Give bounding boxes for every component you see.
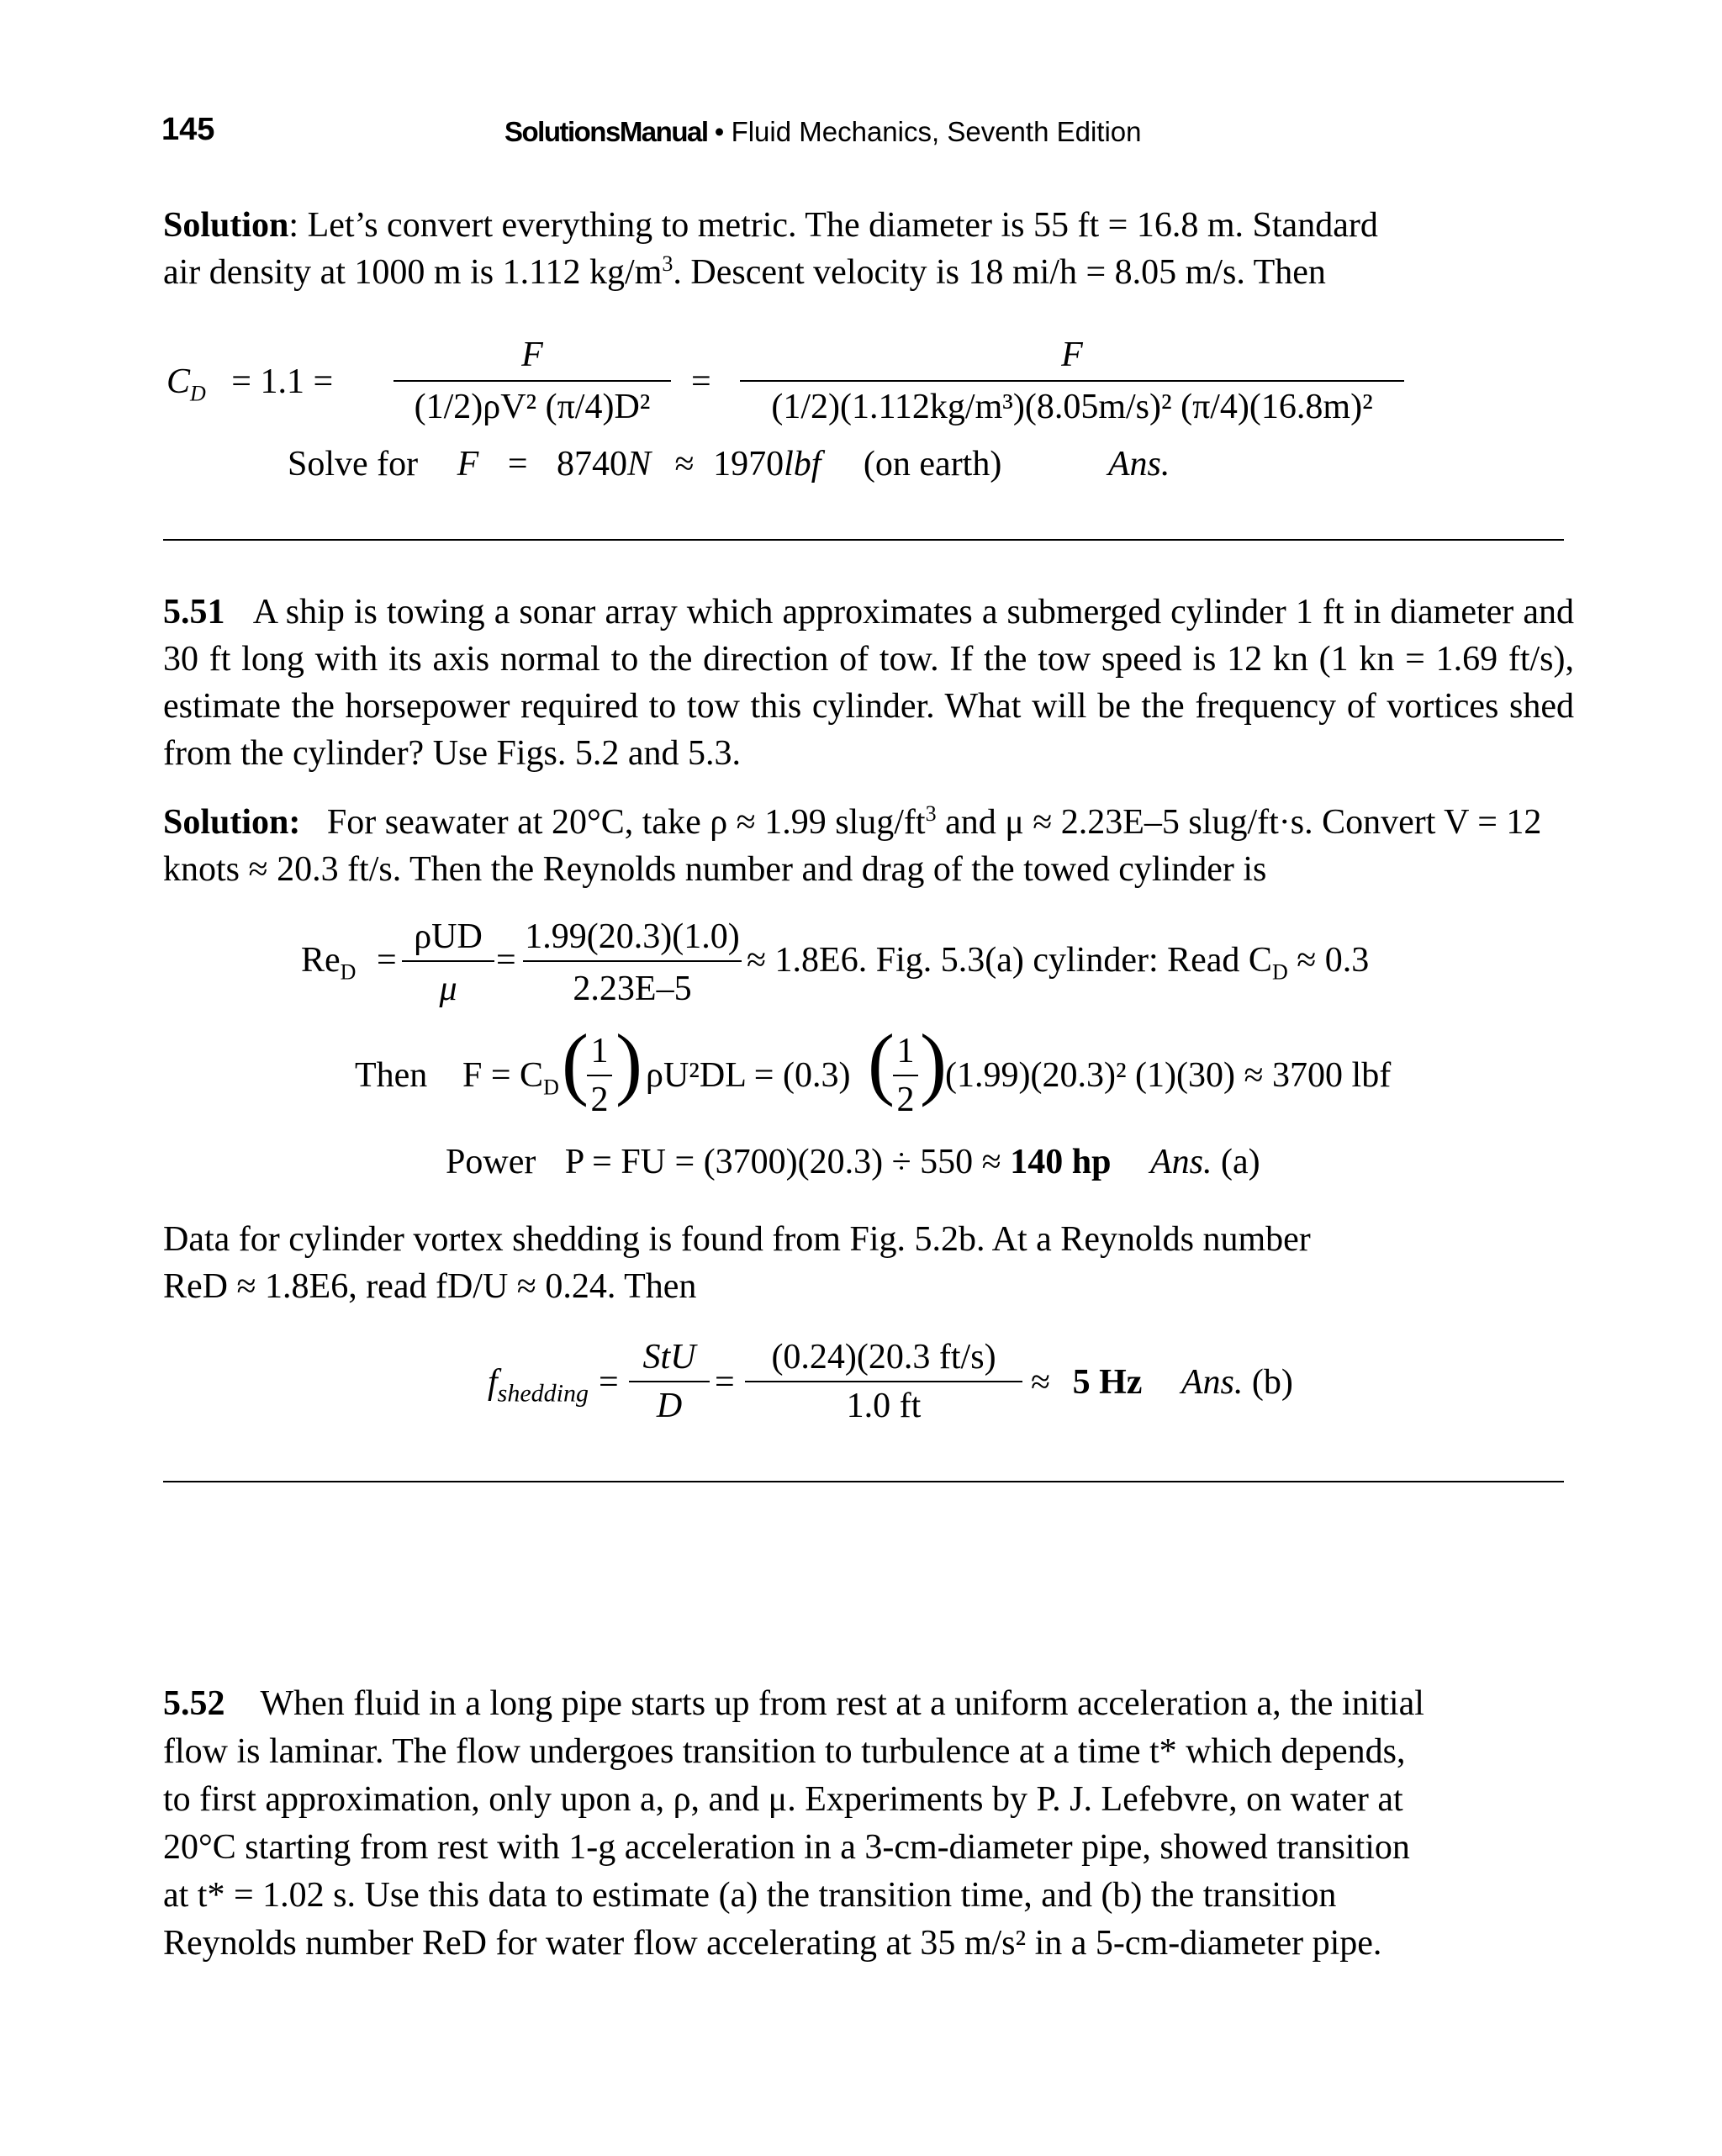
re-result-end: ≈ 0.3 bbox=[1287, 941, 1370, 980]
cd-frac2-num: F bbox=[1061, 336, 1083, 374]
f-eq: = bbox=[599, 1363, 619, 1402]
cd-frac2-den: (1/2)(1.112kg/m³)(8.05m/s)² (π/4)(16.8m)² bbox=[771, 388, 1373, 426]
force-lhs bbox=[462, 1055, 559, 1100]
force-then: Then bbox=[355, 1056, 428, 1095]
force-paren-close: ) bbox=[615, 1017, 642, 1107]
force-text: F = C bbox=[462, 1056, 544, 1095]
re-frac-num: ρUD bbox=[414, 917, 483, 956]
force-half-num: 1 bbox=[590, 1032, 609, 1070]
answer-label: Ans. bbox=[1107, 445, 1170, 484]
problem-552-statement bbox=[163, 1680, 1424, 1968]
solve-unit2: lbf bbox=[784, 445, 821, 484]
re-symbol: Re bbox=[301, 941, 341, 980]
f-symbol: f bbox=[488, 1363, 498, 1402]
solve-label: Solve for bbox=[288, 445, 419, 484]
problem-number-552: 5.52 bbox=[163, 1684, 225, 1723]
section-divider bbox=[163, 539, 1564, 541]
f-eq2: = bbox=[715, 1363, 735, 1402]
f-bar2 bbox=[745, 1381, 1022, 1382]
problem-552-line1: When fluid in a long pipe starts up from rest at a uniform acceleration a, the initial bbox=[260, 1684, 1424, 1723]
f-sub: shedding bbox=[497, 1379, 589, 1408]
re-sub: D bbox=[340, 959, 357, 985]
cd-equation bbox=[166, 362, 334, 406]
solution-label: Solution: bbox=[163, 803, 301, 842]
force-half2-bar bbox=[893, 1075, 918, 1076]
vortex-data-line2: ReD ≈ 1.8E6, read fD/U ≈ 0.24. Then bbox=[163, 1267, 697, 1306]
power-label: Power bbox=[446, 1143, 536, 1181]
f-num: StU bbox=[642, 1338, 696, 1377]
re-frac2-num: 1.99(20.3)(1.0) bbox=[525, 917, 740, 956]
solution-551-intro bbox=[163, 799, 1574, 893]
problem-551-statement bbox=[163, 589, 1574, 777]
problem-552-line5: at t* = 1.02 s. Use this data to estimate (a) the transition time, and (b) the transition bbox=[163, 1876, 1337, 1915]
power-ans-label: Ans. bbox=[1149, 1143, 1212, 1181]
force-end: (1.99)(20.3)² (1)(30) ≈ 3700 lbf bbox=[945, 1056, 1392, 1095]
solve-value2: 1970 bbox=[713, 445, 784, 484]
reynolds-lhs bbox=[301, 940, 397, 985]
problem-552-line4: 20°C starting from rest with 1-g acceleration in a 3-cm-diameter pipe, showed transition bbox=[163, 1828, 1410, 1867]
power-answer: 140 hp bbox=[1010, 1143, 1112, 1181]
on-earth: (on earth) bbox=[863, 445, 1002, 484]
cd-frac2-bar bbox=[740, 380, 1404, 382]
power-eq: P = FU = (3700)(20.3) ÷ 550 ≈ bbox=[564, 1143, 1001, 1181]
cd-value: = 1.1 = bbox=[231, 362, 334, 401]
section-divider-2 bbox=[163, 1481, 1564, 1482]
solution-551-line1b: and μ ≈ 2.23E–5 slug/ft·s. Convert V = 12 bbox=[936, 803, 1542, 842]
solution-550-text bbox=[163, 202, 1574, 296]
solve-for-line bbox=[288, 444, 1170, 484]
f-approx: ≈ bbox=[1031, 1363, 1051, 1402]
solve-value: 8740 bbox=[557, 445, 627, 484]
force-half-den: 2 bbox=[590, 1081, 609, 1119]
re-result bbox=[747, 940, 1370, 985]
cd-sub: D bbox=[190, 381, 206, 406]
force-sub: D bbox=[543, 1075, 559, 1100]
f-den: D bbox=[656, 1387, 683, 1425]
solution-551-sup: 3 bbox=[925, 801, 937, 826]
f-lhs bbox=[488, 1362, 589, 1408]
solve-eq: = bbox=[507, 445, 528, 484]
f-ans-label: Ans. bbox=[1181, 1363, 1244, 1402]
re-frac-den: μ bbox=[439, 970, 457, 1008]
solution-550-sup: 3 bbox=[662, 251, 673, 276]
force-mid: ρU²DL = (0.3) bbox=[646, 1056, 851, 1095]
solution-550-line2b: . Descent velocity is 18 mi/h = 8.05 m/s. Then bbox=[673, 253, 1326, 292]
solution-550-line1: : Let’s convert everything to metric. The diameter is 55 ft = 16.8 m. Standard bbox=[288, 206, 1378, 245]
f-result bbox=[1031, 1362, 1293, 1403]
cd-eq2: = bbox=[691, 362, 711, 401]
cd-frac1-num: F bbox=[521, 336, 543, 374]
page-number: 145 bbox=[161, 112, 215, 147]
solution-551-line2: knots ≈ 20.3 ft/s. Then the Reynolds number and drag of the towed cylinder is bbox=[163, 850, 1267, 889]
solution-label: Solution bbox=[163, 206, 289, 245]
power-part: (a) bbox=[1220, 1143, 1260, 1181]
solve-var: F bbox=[457, 445, 479, 484]
f-num2: (0.24)(20.3 ft/s) bbox=[771, 1338, 996, 1377]
f-answer: 5 Hz bbox=[1072, 1363, 1143, 1402]
power-line bbox=[446, 1142, 1260, 1182]
force-paren-open: ( bbox=[562, 1017, 589, 1107]
force-half2-num: 1 bbox=[896, 1032, 915, 1070]
problem-text: A ship is towing a sonar array which approximates a submerged cylinder 1 ft in diameter and 30 ft long with its axis normal to the direction of tow. If the tow speed is 12 kn (1 kn = 1.69 ft/s), estimate the horsepower required to tow this cylinder. What will be the frequency of vortices shed from the cylinder? Use Figs. 5.2 and 5.3. bbox=[163, 593, 1574, 773]
solution-551-line1a: For seawater at 20°C, take ρ ≈ 1.99 slug/ft bbox=[326, 803, 926, 842]
vortex-data-text bbox=[163, 1216, 1574, 1310]
re-frac2-den: 2.23E–5 bbox=[573, 970, 692, 1008]
re-eq: = bbox=[376, 941, 397, 980]
problem-552-line2: flow is laminar. The flow undergoes transition to turbulence at a time t* which depends, bbox=[163, 1732, 1406, 1771]
force-paren2-close: ) bbox=[920, 1017, 947, 1107]
re-frac-bar bbox=[402, 960, 494, 962]
cd-frac1-den: (1/2)ρV² (π/4)D² bbox=[414, 388, 651, 426]
force-half-bar bbox=[587, 1075, 612, 1076]
re-result-sub: D bbox=[1271, 959, 1288, 985]
solve-approx: ≈ bbox=[674, 445, 695, 484]
problem-number: 5.51 bbox=[163, 593, 225, 631]
f-part: (b) bbox=[1251, 1363, 1293, 1402]
force-paren2-open: ( bbox=[868, 1017, 895, 1107]
problem-552-line3: to first approximation, only upon a, ρ, and μ. Experiments by P. J. Lefebvre, on water at bbox=[163, 1780, 1403, 1819]
f-den2: 1.0 ft bbox=[846, 1387, 922, 1425]
vortex-data-line1: Data for cylinder vortex shedding is found from Fig. 5.2b. At a Reynolds number bbox=[163, 1220, 1311, 1259]
cd-symbol: C bbox=[166, 362, 191, 401]
running-header bbox=[504, 116, 1142, 149]
header-brand: SolutionsManual bbox=[504, 116, 708, 147]
problem-552-line6: Reynolds number ReD for water flow accelerating at 35 m/s² in a 5-cm-diameter pipe. bbox=[163, 1924, 1382, 1963]
re-frac2-bar bbox=[523, 960, 742, 962]
re-eq2: = bbox=[496, 941, 516, 980]
f-bar bbox=[629, 1381, 710, 1382]
shedding-equation bbox=[471, 1320, 1312, 1425]
force-half2-den: 2 bbox=[896, 1081, 915, 1119]
header-bullet: • bbox=[714, 116, 725, 147]
header-book-title: Fluid Mechanics, Seventh Edition bbox=[731, 116, 1142, 147]
solution-550-line2a: air density at 1000 m is 1.112 kg/m bbox=[163, 253, 663, 292]
solve-unit: N bbox=[627, 445, 652, 484]
cd-frac1-bar bbox=[394, 380, 671, 382]
re-result-text: ≈ 1.8E6. Fig. 5.3(a) cylinder: Read C bbox=[747, 941, 1272, 980]
